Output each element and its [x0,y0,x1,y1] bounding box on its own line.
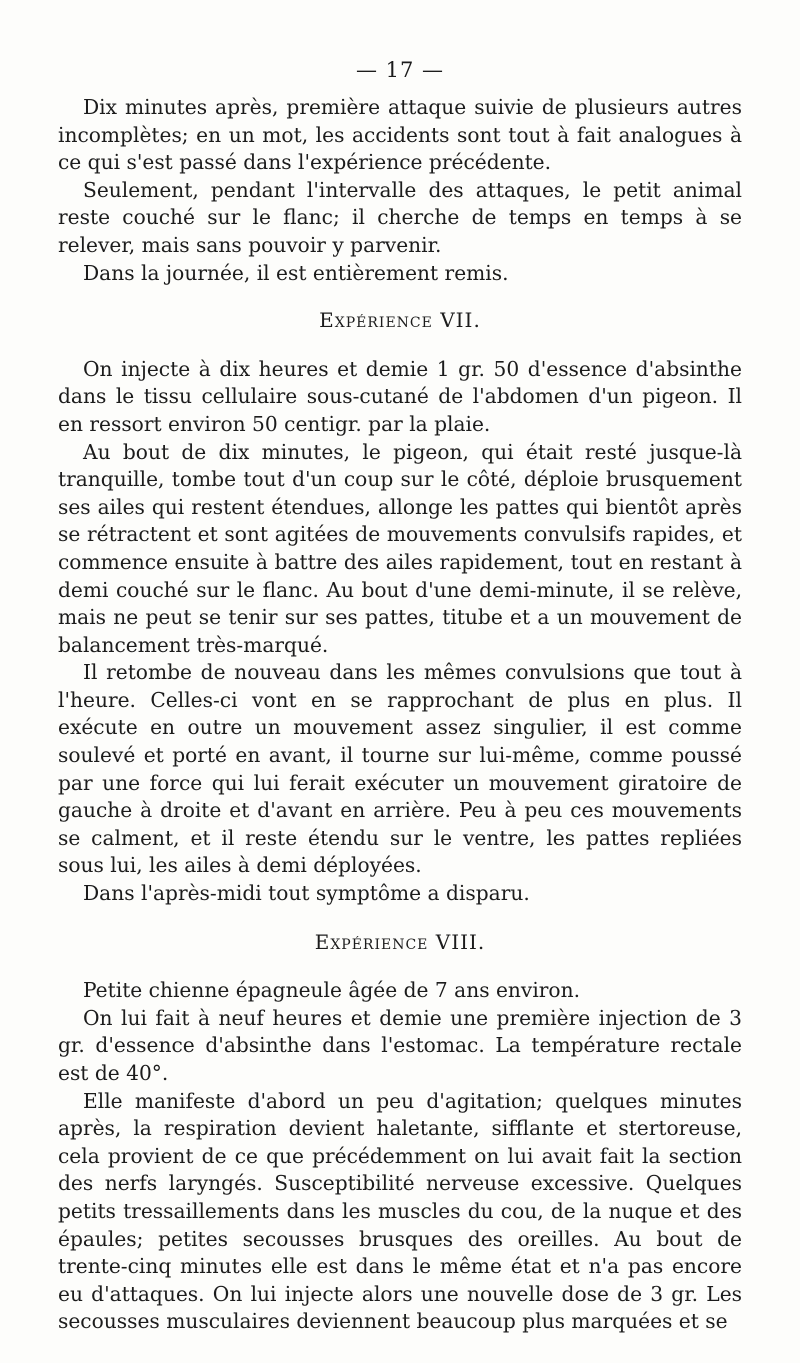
section-heading-text: Expérience VII. [319,308,481,333]
paragraph: Elle manifeste d'abord un peu d'agitation; quelques minutes après, la respiration devient haletante, sifflante et stertoreuse, cela provient de ce que précédemment on lui avait fait la section des nerfs laryngés. Susceptibilité nerveuse excessive. Quelques petits tressaillements dans les muscles du cou, de la nuque et des épaules; petites secousses brusques des oreilles. Au bout de trente-cinq minutes elle est dans le même état et n'a pas encore eu d'attaques. On lui injecte alors une nouvelle dose de 3 gr. Les secousses musculaires deviennent beaucoup plus marquées et se [58,1088,742,1334]
paragraph: Au bout de dix minutes, le pigeon, qui était resté jusque-là tranquille, tombe tout d'un coup sur le côté, déploie brusquement ses ailes qui restent étendues, allonge les pattes qui bientôt après se rétractent et sont agitées de mouvements convulsifs rapides, et commence ensuite à battre des ailes rapidement, tout en restant à demi couché sur le flanc. Au bout d'une demi-minute, il se relève, mais ne peut se tenir sur ses pattes, titube et a un mouvement de balancement très-marqué. [58,439,742,657]
section-heading-experience-8 [58,929,742,957]
page-number: — 17 — [355,58,445,82]
paragraph: Petite chienne épagneule âgée de 7 ans environ. [83,978,581,1003]
paragraph: On injecte à dix heures et demie 1 gr. 50 d'essence d'absinthe dans le tissu cellulaire sous-cutané de l'abdomen d'un pigeon. Il en ressort environ 50 centigr. par la plaie. [58,356,742,436]
paragraph: On lui fait à neuf heures et demie une première injection de 3 gr. d'essence d'absinthe dans l'estomac. La température rectale est de 40°. [58,1005,742,1085]
paragraph: Dans la journée, il est entièrement remis. [83,260,509,285]
paragraph: Dans l'après-midi tout symptôme a disparu. [83,881,530,906]
paragraph: Seulement, pendant l'intervalle des attaques, le petit animal reste couché sur le flanc; il cherche de temps en temps à se relever, mais sans pouvoir y parvenir. [58,177,742,257]
section-heading-text: Expérience VIII. [314,929,486,954]
section-heading-experience-7 [58,307,742,335]
paragraph: Il retombe de nouveau dans les mêmes convulsions que tout à l'heure. Celles-ci vont en se rapprochant de plus en plus. Il exécute en outre un mouvement assez singulier, il est comme soulevé et porté en avant, il tourne sur lui-même, comme poussé par une force qui lui ferait exécuter un mouvement giratoire de gauche à droite et d'avant en arrière. Peu à peu ces mouvements se calment, et il reste étendu sur le ventre, les pattes repliées sous lui, les ailes à demi déployées. [58,660,742,878]
page-body [58,94,742,1336]
paragraph: Dix minutes après, première attaque suivie de plusieurs autres incomplètes; en un mot, les accidents sont tout à fait analogues à ce qui s'est passé dans l'expérience précédente. [58,95,742,175]
